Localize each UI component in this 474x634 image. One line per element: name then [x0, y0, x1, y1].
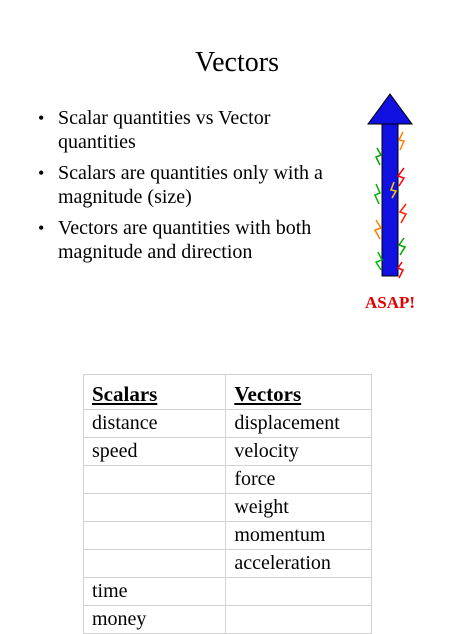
bullet-list [36, 106, 336, 271]
bullet-text: Scalars are quantities only with a magnitude (size) [58, 162, 323, 208]
table-row [84, 578, 372, 606]
table-row [84, 410, 372, 438]
table-cell: displacement [226, 410, 372, 438]
bullet-dot-icon: • [38, 163, 45, 183]
table-cell: momentum [226, 522, 372, 550]
bullet-item [36, 161, 336, 209]
table-cell [226, 578, 372, 606]
table-row [84, 550, 372, 578]
column-header-scalars: Scalars [84, 375, 226, 410]
asap-arrow-graphic [362, 92, 418, 316]
table-cell: acceleration [226, 550, 372, 578]
table-cell [84, 550, 226, 578]
table-row [84, 466, 372, 494]
table-cell [84, 494, 226, 522]
table-row [84, 494, 372, 522]
up-arrow-icon [368, 94, 412, 124]
table-cell: speed [84, 438, 226, 466]
column-header-vectors: Vectors [226, 375, 372, 410]
bullet-item [36, 106, 336, 154]
table-cell: velocity [226, 438, 372, 466]
arrow-shaft [382, 122, 398, 276]
bullet-item [36, 216, 336, 264]
table-cell [226, 606, 372, 634]
table-cell [84, 466, 226, 494]
scalars-vectors-table [83, 374, 372, 634]
bullet-dot-icon: • [38, 108, 45, 128]
table-row [84, 522, 372, 550]
table-cell: money [84, 606, 226, 634]
table-header-row [84, 375, 372, 410]
table-cell: force [226, 466, 372, 494]
table-cell: weight [226, 494, 372, 522]
bullet-text: Vectors are quantities with both magnitude and direction [58, 217, 312, 263]
asap-label: ASAP! [364, 293, 416, 312]
table-cell [84, 522, 226, 550]
bullet-text: Scalar quantities vs Vector quantities [58, 107, 271, 153]
bullet-dot-icon: • [38, 218, 45, 238]
table-cell: distance [84, 410, 226, 438]
table-row [84, 606, 372, 634]
table-row [84, 438, 372, 466]
slide-title: Vectors [195, 47, 279, 78]
table-cell: time [84, 578, 226, 606]
